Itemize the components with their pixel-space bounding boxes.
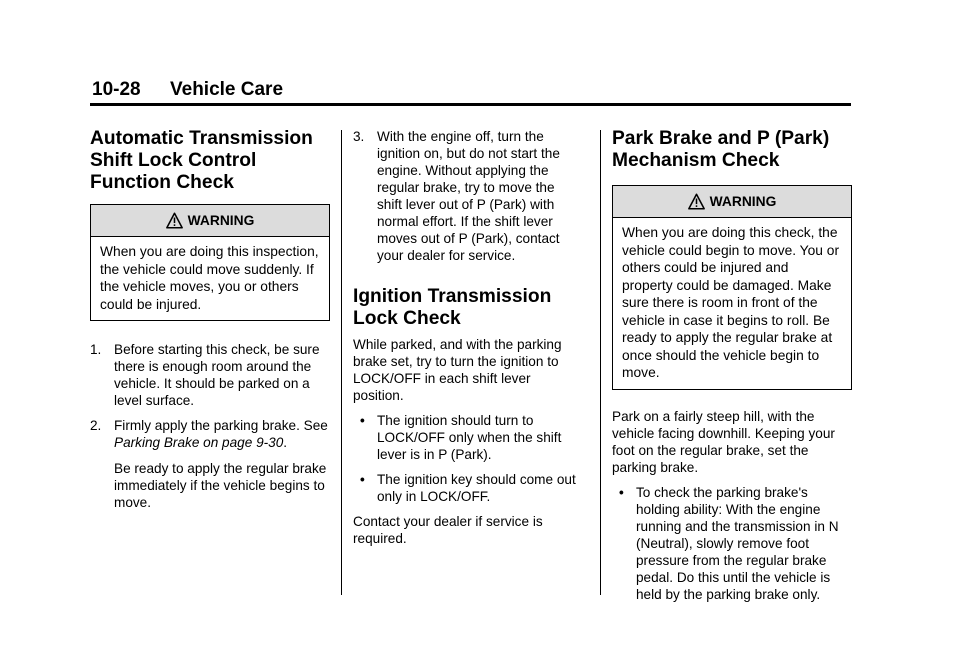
section-title: Vehicle Care [170,79,284,100]
bullet-icon: • [619,484,624,500]
column-2 [353,128,579,555]
step-2-reference: Parking Brake on page 9-30 [114,435,284,450]
page-number: 10-28 [92,79,141,100]
column-1 [90,128,330,519]
warning-box [612,185,852,390]
warning-header [613,186,851,218]
header-rule [90,103,851,106]
step-2-end: . [283,435,288,450]
column-divider-2 [600,130,601,595]
step-3-number: 3. [353,129,365,144]
step-2 [90,417,330,451]
warning-box [90,204,330,321]
park-brake-intro: Park on a fairly steep hill, with the vehicle facing downhill. Keeping your foot on the regular brake, set the parking brake. [612,408,835,475]
ignition-bullet-2 [353,471,579,505]
bullet-text: The ignition should turn to LOCK/OFF only when the shift lever is in P (Park). [377,413,562,462]
bullet-icon: • [360,413,365,428]
step-2-number: 2. [90,418,102,433]
step-1 [90,341,330,409]
warning-text: When you are doing this check, the vehicle could begin to move. You or others could be injured and property could be damaged. Make sure there is room in front of the vehicle in case it begins to roll. Be ready to apply the regular brake at once should the vehicle begin to move. [622,225,840,380]
page-header [92,80,283,99]
section-heading-shift-lock: Automatic Transmission Shift Lock Control Function Check [90,128,313,193]
park-brake-bullet-1 [612,484,852,603]
column-3 [612,128,852,611]
column-divider-1 [341,130,342,595]
warning-header [91,205,329,237]
step-3 [353,128,579,264]
section-heading-park-brake: Park Brake and P (Park) Mechanism Check [612,128,830,171]
bullet-text: The ignition key should come out only in LOCK/OFF. [377,472,576,504]
warning-triangle-icon [166,212,183,229]
step-3-text: With the engine off, turn the ignition on, but do not start the engine. Without applying the regular brake, try to move the shift lever out of P (Park) with normal effort. If the shift lever moves out of P (Park), contact your dealer for service. [377,129,560,263]
step-1-number: 1. [90,342,102,357]
warning-triangle-icon [688,193,705,210]
bullet-text: To check the parking brake's holding ability: With the engine running and the transmission in N (Neutral), slowly remove foot pressure from the regular brake pedal. Do this until the vehicle is held by the parking brake only. [636,484,839,602]
bullet-icon: • [360,472,365,487]
ignition-outro: Contact your dealer if service is required. [353,514,543,546]
step-1-text: Before starting this check, be sure there is enough room around the vehicle. It should be parked on a level surface. [114,342,320,408]
warning-label: WARNING [709,194,777,209]
warning-label: WARNING [187,213,255,228]
step-2-note: Be ready to apply the regular brake immediately if the vehicle begins to move. [114,461,327,510]
ignition-bullet-1 [353,412,579,463]
section-heading-ignition-lock: Ignition Transmission Lock Check [353,286,552,329]
warning-text: When you are doing this inspection, the vehicle could move suddenly. If the vehicle moves, you or others could be injured. [100,244,319,312]
step-2-text: Firmly apply the parking brake. See [114,418,328,433]
ignition-intro: While parked, and with the parking brake set, try to turn the ignition to LOCK/OFF in each shift lever position. [353,337,562,403]
